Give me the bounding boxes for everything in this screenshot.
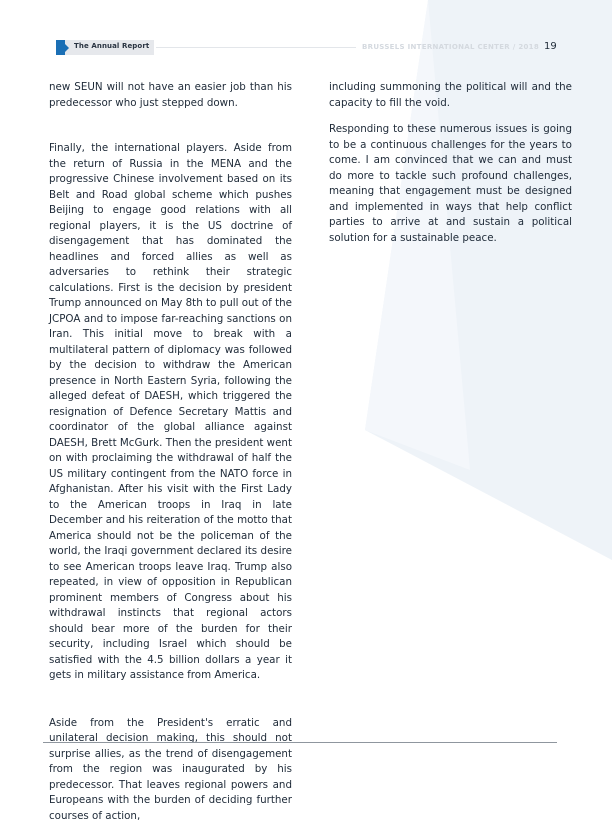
paragraph: Finally, the international players. Aside from the return of Russia in the MENA and the progressive Chinese involvement based on its Belt and Road global scheme which pushes Beijing to engage good relations with all regional players, it is the US doctrine of disengagement that has dominated the headlines and forced allies as well as adversaries to rethink their strategic calculations. First is the decision by president Trump announced on May 8th to pull out of the JCPOA and to impose far-reaching sanctions on Iran. This initial move to break with a multilateral pattern of diplomacy was followed by the decision to withdraw the American presence in North Eastern Syria, following the alleged defeat of DAESH, which triggered the resignation of Defence Secretary Mattis and coordinator of the global alliance against DAESH, Brett McGurk. Then the president went on with proclaiming the withdrawal of half the US military contingent from the NATO force in Afghanistan. After his visit with the First Lady to the American troops in Iraq in late December and his reiteration of the motto that America should not be the policeman of the world, the Iraqi government declared its desire to see American troops leave Iraq. Trump also repeated, in view of opposition in Republican prominent members of Congress about his withdrawal instincts that regional actors should bear more of the burden for their security, including Israel which should be satisfied with the 4.5 billion dollars a year it gets in military assistance from America. xyxy=(49,141,292,684)
paragraph: new SEUN will not have an easier job than his predecessor who just stepped down. xyxy=(49,80,292,111)
header-separator: / xyxy=(513,43,516,51)
paragraph: Responding to these numerous issues is going to be a continuous challenges for the years to come. I am convinced that we can and must do more to tackle such profound challenges, meaning that engagement must be designed and implemented in ways that help conflict parties to arrive at and sustain a political solution for a sustainable peace. xyxy=(329,122,572,246)
paragraph: including summoning the political will and the capacity to fill the void. xyxy=(329,80,572,111)
paragraph: Aside from the President's erratic and unilateral decision making, this should not surprise allies, as the trend of disengagement from the region was inaugurated by his predecessor. That leaves regional powers and Europeans with the burden of deciding further courses of action, xyxy=(49,716,292,824)
center-name: BRUSSELS INTERNATIONAL CENTER xyxy=(362,43,510,51)
running-header xyxy=(362,43,539,51)
header-divider xyxy=(156,47,356,48)
header-year: 2018 xyxy=(518,43,539,51)
blue-arrow-marker-icon xyxy=(56,40,65,55)
page-number: 19 xyxy=(544,41,557,52)
right-text-column xyxy=(329,80,572,246)
page-header xyxy=(0,0,612,60)
footer-divider xyxy=(43,742,557,743)
left-text-column xyxy=(49,80,292,824)
report-title: The Annual Report xyxy=(74,42,149,50)
